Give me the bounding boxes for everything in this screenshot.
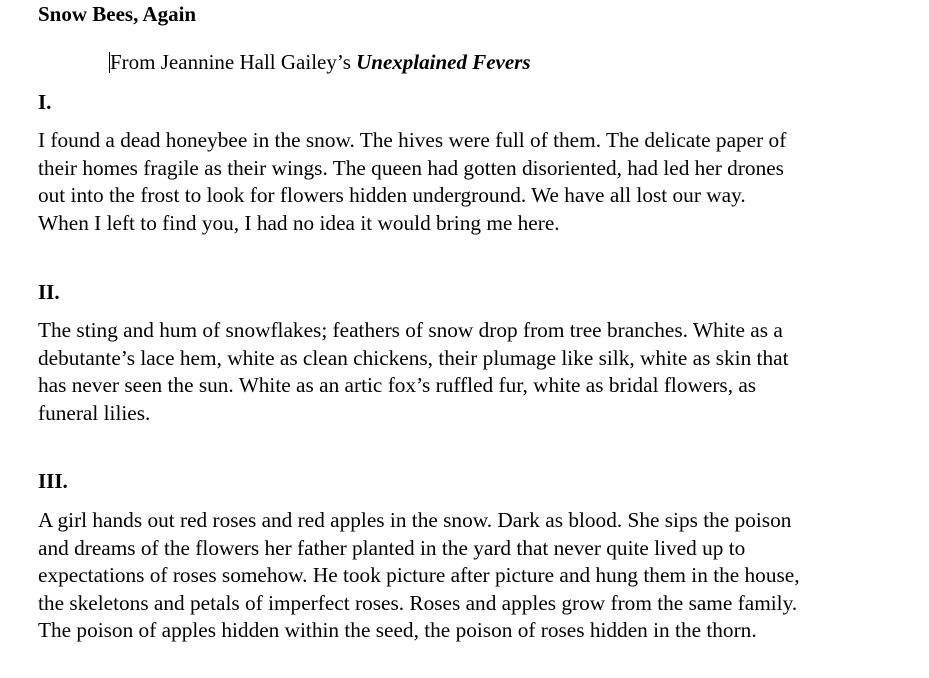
- text-cursor: [109, 52, 110, 73]
- paragraph-line: I found a dead honeybee in the snow. The hives were full of them. The delicate paper of: [38, 128, 787, 152]
- attribution-prefix: From Jeannine Hall Gailey’s: [110, 50, 357, 74]
- paragraph-line: has never seen the sun. White as an artic fox’s ruffled fur, white as bridal flowers, as: [38, 373, 757, 397]
- section-heading-2: II.: [38, 280, 60, 304]
- paragraph-line: When I left to find you, I had no idea it would bring me here.: [38, 210, 560, 235]
- paragraph-line: funeral lilies.: [38, 400, 151, 425]
- attribution-line[interactable]: [110, 49, 531, 75]
- paragraph-line: The sting and hum of snowflakes; feathers of snow drop from tree branches. White as a: [38, 318, 783, 342]
- paragraph-line: out into the frost to look for flowers hidden underground. We have all lost our way.: [38, 183, 746, 207]
- paragraph-line: the skeletons and petals of imperfect roses. Roses and apples grow from the same family.: [38, 590, 798, 615]
- paragraph-line: debutante’s lace hem, white as clean chickens, their plumage like silk, white as skin that: [38, 345, 789, 370]
- paragraph-line: The poison of apples hidden within the seed, the poison of roses hidden in the thorn.: [38, 618, 757, 642]
- section-heading-3: III.: [38, 469, 68, 493]
- section-heading-1: I.: [38, 90, 52, 114]
- paragraph-line: expectations of roses somehow. He took picture after picture and hung them in the house,: [38, 563, 800, 587]
- section-paragraph-1: [38, 127, 923, 237]
- section-paragraph-2: [38, 317, 923, 427]
- section-paragraph-3: [38, 507, 923, 645]
- paragraph-line: A girl hands out red roses and red apples in the snow. Dark as blood. She sips the poison: [38, 508, 792, 532]
- document-title: Snow Bees, Again: [38, 2, 197, 26]
- paragraph-line: and dreams of the flowers her father planted in the yard that never quite lived up to: [38, 535, 746, 560]
- paragraph-line: their homes fragile as their wings. The queen had gotten disoriented, had led her drones: [38, 155, 784, 180]
- book-title: Unexplained Fevers: [356, 50, 531, 74]
